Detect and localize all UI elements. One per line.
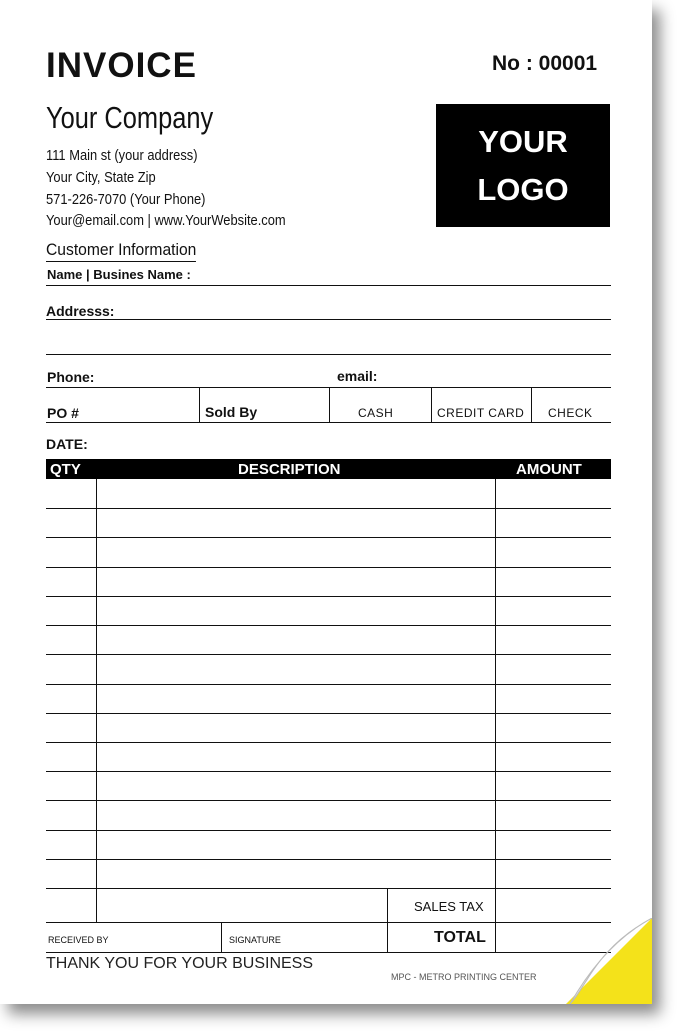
date-label: DATE: bbox=[46, 436, 88, 452]
address-label: Addresss: bbox=[46, 303, 115, 319]
company-name: Your Company bbox=[46, 100, 214, 135]
page-curl-icon bbox=[566, 918, 652, 1004]
logo-placeholder bbox=[436, 104, 610, 227]
address-line: 571-226-7070 (Your Phone) bbox=[46, 191, 206, 208]
address-line: Your City, State Zip bbox=[46, 169, 156, 186]
logo-text-line1: YOUR bbox=[478, 123, 568, 159]
customer-info-heading: Customer Information bbox=[46, 240, 196, 262]
divider bbox=[387, 888, 388, 953]
divider bbox=[495, 479, 496, 953]
divider bbox=[46, 952, 611, 953]
divider bbox=[46, 422, 611, 423]
invoice-title: INVOICE bbox=[46, 46, 197, 85]
table-header bbox=[46, 459, 611, 479]
divider bbox=[46, 285, 611, 286]
table-row bbox=[46, 713, 611, 714]
divider bbox=[531, 388, 532, 423]
table-row bbox=[46, 684, 611, 685]
description-header: DESCRIPTION bbox=[238, 461, 341, 478]
divider bbox=[329, 388, 330, 423]
divider bbox=[221, 923, 222, 953]
divider bbox=[46, 354, 611, 355]
name-label: Name | Busines Name : bbox=[47, 267, 191, 282]
table-row bbox=[46, 742, 611, 743]
table-row bbox=[46, 508, 611, 509]
cash-option: CASH bbox=[358, 406, 394, 420]
table-row bbox=[46, 859, 611, 860]
divider bbox=[387, 888, 611, 889]
table-row bbox=[46, 567, 611, 568]
received-by-label: RECEIVED BY bbox=[48, 935, 109, 945]
phone-label: Phone: bbox=[47, 369, 95, 385]
table-row bbox=[46, 830, 611, 831]
amount-header: AMOUNT bbox=[516, 461, 582, 478]
table-row bbox=[46, 537, 611, 538]
divider bbox=[46, 922, 611, 923]
sold-by-label: Sold By bbox=[205, 404, 258, 420]
divider bbox=[96, 479, 97, 923]
qty-header: QTY bbox=[50, 461, 81, 478]
thank-you-note: THANK YOU FOR YOUR BUSINESS bbox=[46, 955, 314, 972]
po-label: PO # bbox=[47, 405, 79, 421]
divider bbox=[199, 388, 200, 423]
invoice-number: No : 00001 bbox=[492, 52, 598, 75]
address-line: 111 Main st (your address) bbox=[46, 147, 198, 164]
table-row bbox=[46, 654, 611, 655]
signature-label: SIGNATURE bbox=[229, 935, 281, 945]
divider bbox=[46, 319, 611, 320]
sales-tax-label: SALES TAX bbox=[414, 899, 484, 914]
address-line: Your@email.com | www.YourWebsite.com bbox=[46, 212, 286, 229]
printer-credit: MPC - METRO PRINTING CENTER bbox=[391, 972, 537, 982]
table-row bbox=[46, 625, 611, 626]
table-row bbox=[46, 800, 611, 801]
total-label: TOTAL bbox=[434, 929, 486, 946]
email-label: email: bbox=[337, 368, 378, 384]
table-row bbox=[46, 596, 611, 597]
table-row bbox=[46, 771, 611, 772]
divider bbox=[431, 388, 432, 423]
check-option: CHECK bbox=[548, 406, 593, 420]
credit-card-option: CREDIT CARD bbox=[437, 406, 525, 420]
logo-text-line2: LOGO bbox=[477, 171, 569, 207]
